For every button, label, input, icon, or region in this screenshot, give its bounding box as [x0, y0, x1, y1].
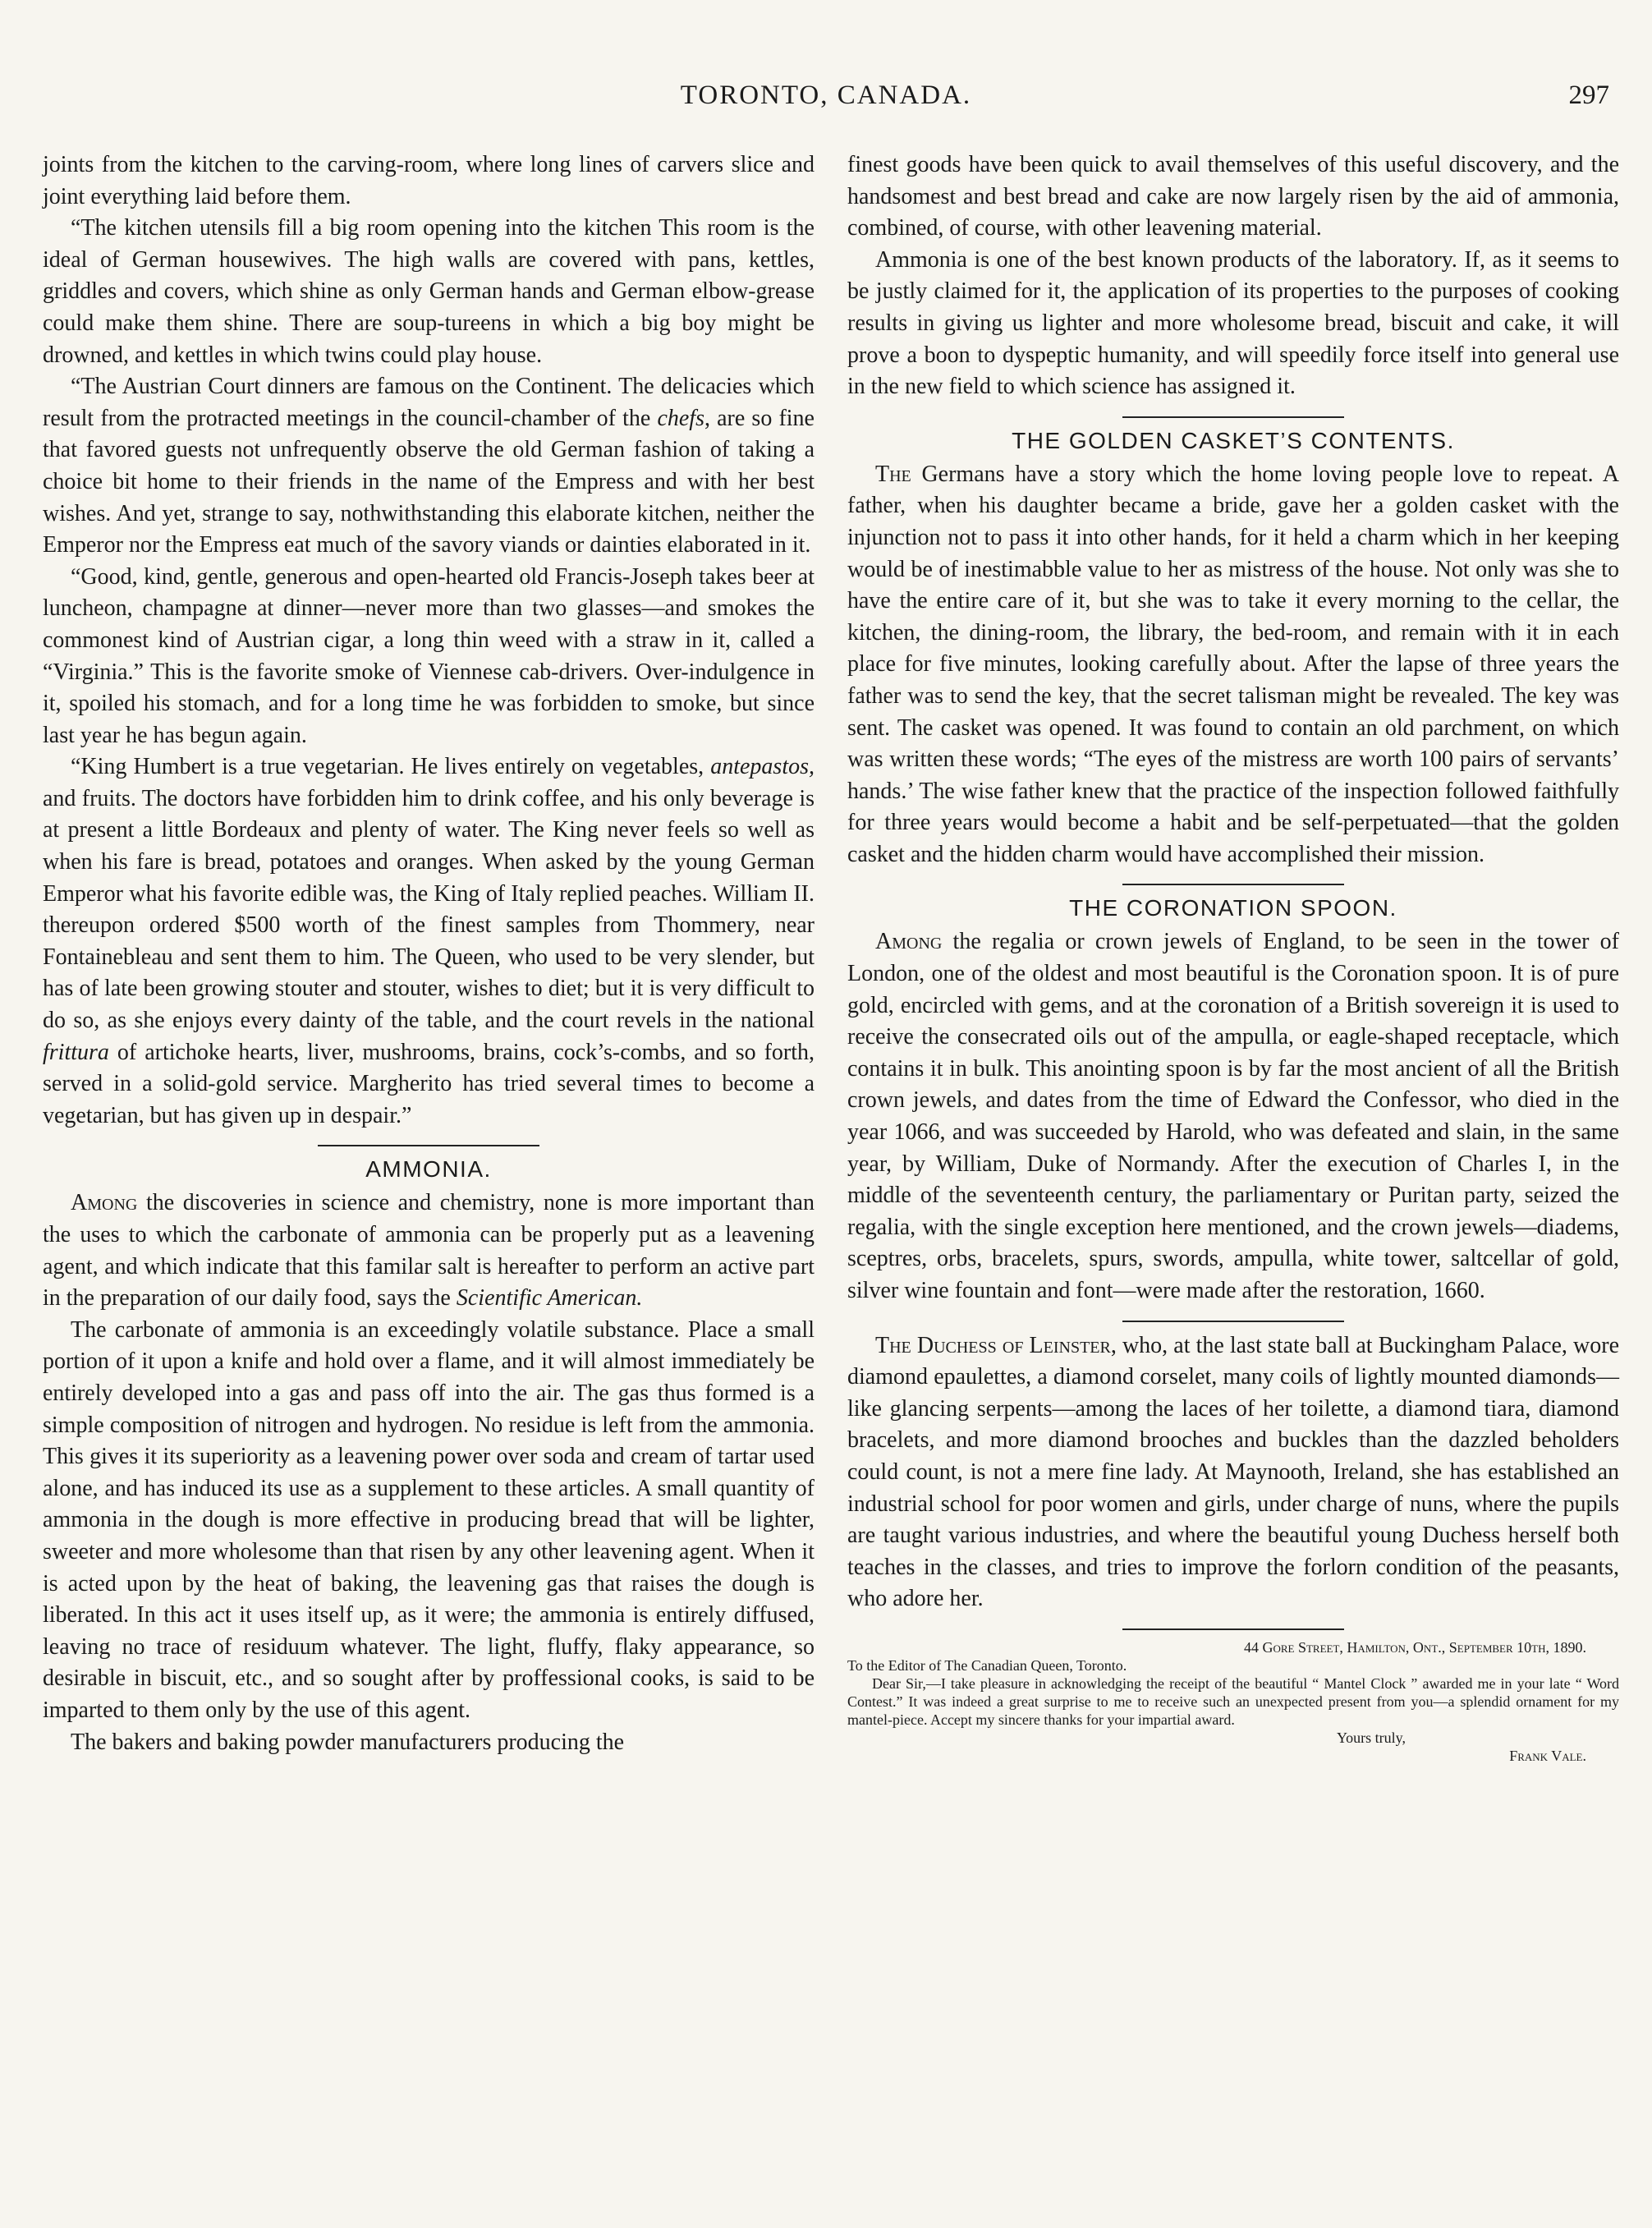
paragraph: finest goods have been quick to avail themselves of this useful discovery, and the handsomest and best bread and cake are now largely risen by the aid of ammonia, combined, of course, with other leavening material.	[847, 152, 1619, 241]
paragraph: The bakers and baking powder manufacturers producing the	[71, 1729, 625, 1755]
page-header	[43, 80, 1609, 122]
letter	[847, 1638, 1619, 1765]
section-heading-spoon: THE CORONATION SPOON.	[1069, 895, 1397, 921]
letter-address: 44 Gore Street, Hamilton, Ont., September 10th, 1890.	[1243, 1638, 1586, 1656]
paragraph: Among the regalia or crown jewels of England, to be seen in the tower of London, one of the oldest and most beautiful is the Coronation spoon. It is of pure gold, encircled with gems, and at the coronation of a British sovereign it is used to receive the consecrated oils out of the ampulla, or eagle-shaped receptacle, which contains it in bulk. This anointing spoon is by far the most ancient of all the British crown jewels, and dates from the time of Edward the Confessor, who died in the year 1066, and was succeeded by Harold, who was defeated and slain, in the same year, by William, Duke of Normandy. After the execution of Charles I, in the middle of the seventeenth century, the parliamentary or Puritan party, seized the regalia, with the single exception here mentioned, and the crown jewels—diadems, sceptres, orbs, bracelets, spurs, swords, ampulla, white tower, saltcellar of gold, silver wine fountain and font—were made after the restoration, 1660.	[847, 929, 1619, 1303]
paragraph: “Good, kind, gentle, generous and open-hearted old Francis-Joseph takes beer at luncheon, champagne at dinner—never more than two glasses—and smokes the commonest kind of Austrian cigar, a long thin weed with a straw in it, called a “Virginia.” This is the favorite smoke of Viennese cab-drivers. Over-indulgence in it, spoiled his stomach, and for a long time he was forbidden to smoke, but since last year he has begun again.	[43, 563, 815, 748]
letter-recipient: To the Editor of The Canadian Queen, Toronto.	[847, 1656, 1127, 1674]
paragraph: “King Humbert is a true vegetarian. He lives entirely on vegetables, antepastos, and fruits. The doctors have forbidden him to drink coffee, and his only beverage is at present a little Bordeaux and plenty of water. The King never feels so well as when his fare is bread, potatoes and oranges. When asked by the young German Emperor what his favorite edible was, the King of Italy replied peaches. William II. thereupon ordered $500 worth of the finest samples from Thommery, near Fontainebleau and sent them to him. The Queen, who used to be very slender, but has of late been growing stouter and stouter, wishes to diet; but it is very difficult to do so, as she enjoys every dainty of the table, and the court revels in the national frittura of artichoke hearts, liver, mushrooms, brains, cock’s-combs, and so forth, served in a solid-gold service. Margherito has tried several times to become a vegetarian, but has given up in despair.”	[43, 754, 815, 1128]
section-rule	[318, 1145, 539, 1146]
page	[43, 0, 1619, 2228]
letter-body: Dear Sir,—I take pleasure in acknowledging the receipt of the beautiful “ Mantel Clock ” awarded me in your late “ Word Contest.” It was indeed a great surprise to me to receive such an unexpected present from you—a splendid ornament for my mantel-piece. Accept my sincere thanks for your impartial award.	[847, 1674, 1619, 1728]
paragraph: The carbonate of ammonia is an exceedingly volatile substance. Place a small portion of it upon a knife and hold over a flame, and it will almost immediately be entirely developed into a gas and pass off into the air. The gas thus formed is a simple composition of nitrogen and hydrogen. No residue is left from the ammonia. This gives it its superiority as a leavening power over soda and cream of tartar used alone, and has induced its use as a supplement to these articles. A small quantity of ammonia in the dough is more effective in producing bread that will be lighter, sweeter and more wholesome than that risen by any other leavening agent. When it is acted upon by the heat of baking, the leavening gas that raises the dough is liberated. In this act it uses itself up, as it were; the ammonia is entirely diffused, leaving no trace of residuum whatever. The light, fluffy, flaky appearance, so desirable in biscuit, etc., and so sought after by proffessional cooks, is said to be imparted to them only by the use of this agent.	[43, 1316, 815, 1723]
paragraph: The Duchess of Leinster, who, at the last state ball at Buckingham Palace, wore diamond epaulettes, a diamond corselet, many coils of lightly mounted diamonds—like glancing serpents—among the laces of her toilette, a diamond tiara, diamond bracelets, and more diamond brooches and buckles than the dazzled beholders could count, is not a mere fine lady. At Maynooth, Ireland, she has established an industrial school for poor women and girls, under charge of nuns, where the pupils are taught various industries, and where the beautiful young Duchess herself both teaches in the classes, and tries to improve the forlorn condition of the peasants, who adore her.	[847, 1332, 1619, 1612]
section-rule	[1122, 416, 1344, 418]
right-column	[847, 149, 1619, 1765]
letter-closing: Yours truly,	[1336, 1729, 1406, 1746]
section-heading-ammonia: AMMONIA.	[365, 1156, 492, 1183]
paragraph: joints from the kitchen to the carving-room, where long lines of carvers slice and joint everything laid before them.	[43, 152, 815, 209]
left-column	[43, 149, 815, 1758]
section-heading-casket: THE GOLDEN CASKET’S CONTENTS.	[1012, 427, 1455, 453]
paragraph: Among the discoveries in science and chemistry, none is more important than the uses to which the carbonate of ammonia can be properly put as a leavening agent, and which indicate that this familar salt is hereafter to perform an active part in the preparation of our daily food, says the Scientific American.	[43, 1190, 815, 1312]
paragraph: Ammonia is one of the best known products of the laboratory. If, as it seems to be justly claimed for it, the application of its properties to the purposes of cooking results in giving us lighter and more wholesome bread, biscuit and cake, it will prove a boon to dyspeptic humanity, and will speedily force itself into general use in the new field to which science has assigned it.	[847, 246, 1619, 400]
section-rule	[1122, 1629, 1344, 1630]
section-rule	[1122, 884, 1344, 885]
page-number: 297	[1568, 80, 1609, 110]
paragraph: “The kitchen utensils fill a big room opening into the kitchen This room is the ideal of German housewives. The high walls are covered with pans, kettles, griddles and covers, which shine as only German hands and German elbow-grease could make them shine. There are soup-tureens in which a big boy might be drowned, and kettles in which twins could play house.	[43, 215, 815, 368]
letter-signature: Frank Vale.	[1509, 1747, 1586, 1764]
section-rule	[1122, 1321, 1344, 1322]
paragraph: “The Austrian Court dinners are famous on the Continent. The delicacies which result from the protracted meetings in the council-chamber of the chefs, are so fine that favored guests not unfrequently observe the old German fashion of taking a choice bit home to their friends in the name of the Empress and with her best wishes. And yet, strange to say, nothwithstanding this elaborate kitchen, neither the Emperor nor the Empress eat much of the savory viands or dainties elaborated in it.	[43, 374, 815, 558]
paragraph: The Germans have a story which the home loving people love to repeat. A father, when his daughter became a bride, gave her a golden casket with the injunction not to pass it into other hands, for it held a charm which in her keeping would be of inestimabble value to her as mistress of the house. Not only was she to have the entire care of it, but she was to take it every morning to the cellar, the kitchen, the dining-room, the library, the bed-room, and remain with it in each place for five minutes, looking carefully about. After the lapse of three years the father was to send the key, that the secret talisman might be revealed. The key was sent. The casket was opened. It was found to contain an old parchment, on which was written these words; “The eyes of the mistress are worth 100 pairs of servants’ hands.’ The wise father knew that the practice of the inspection followed faithfully for three years would become a habit and be self-perpetuated—that the golden casket and the hidden charm would have accomplished their mission.	[847, 461, 1619, 867]
running-title: TORONTO, CANADA.	[680, 80, 972, 110]
